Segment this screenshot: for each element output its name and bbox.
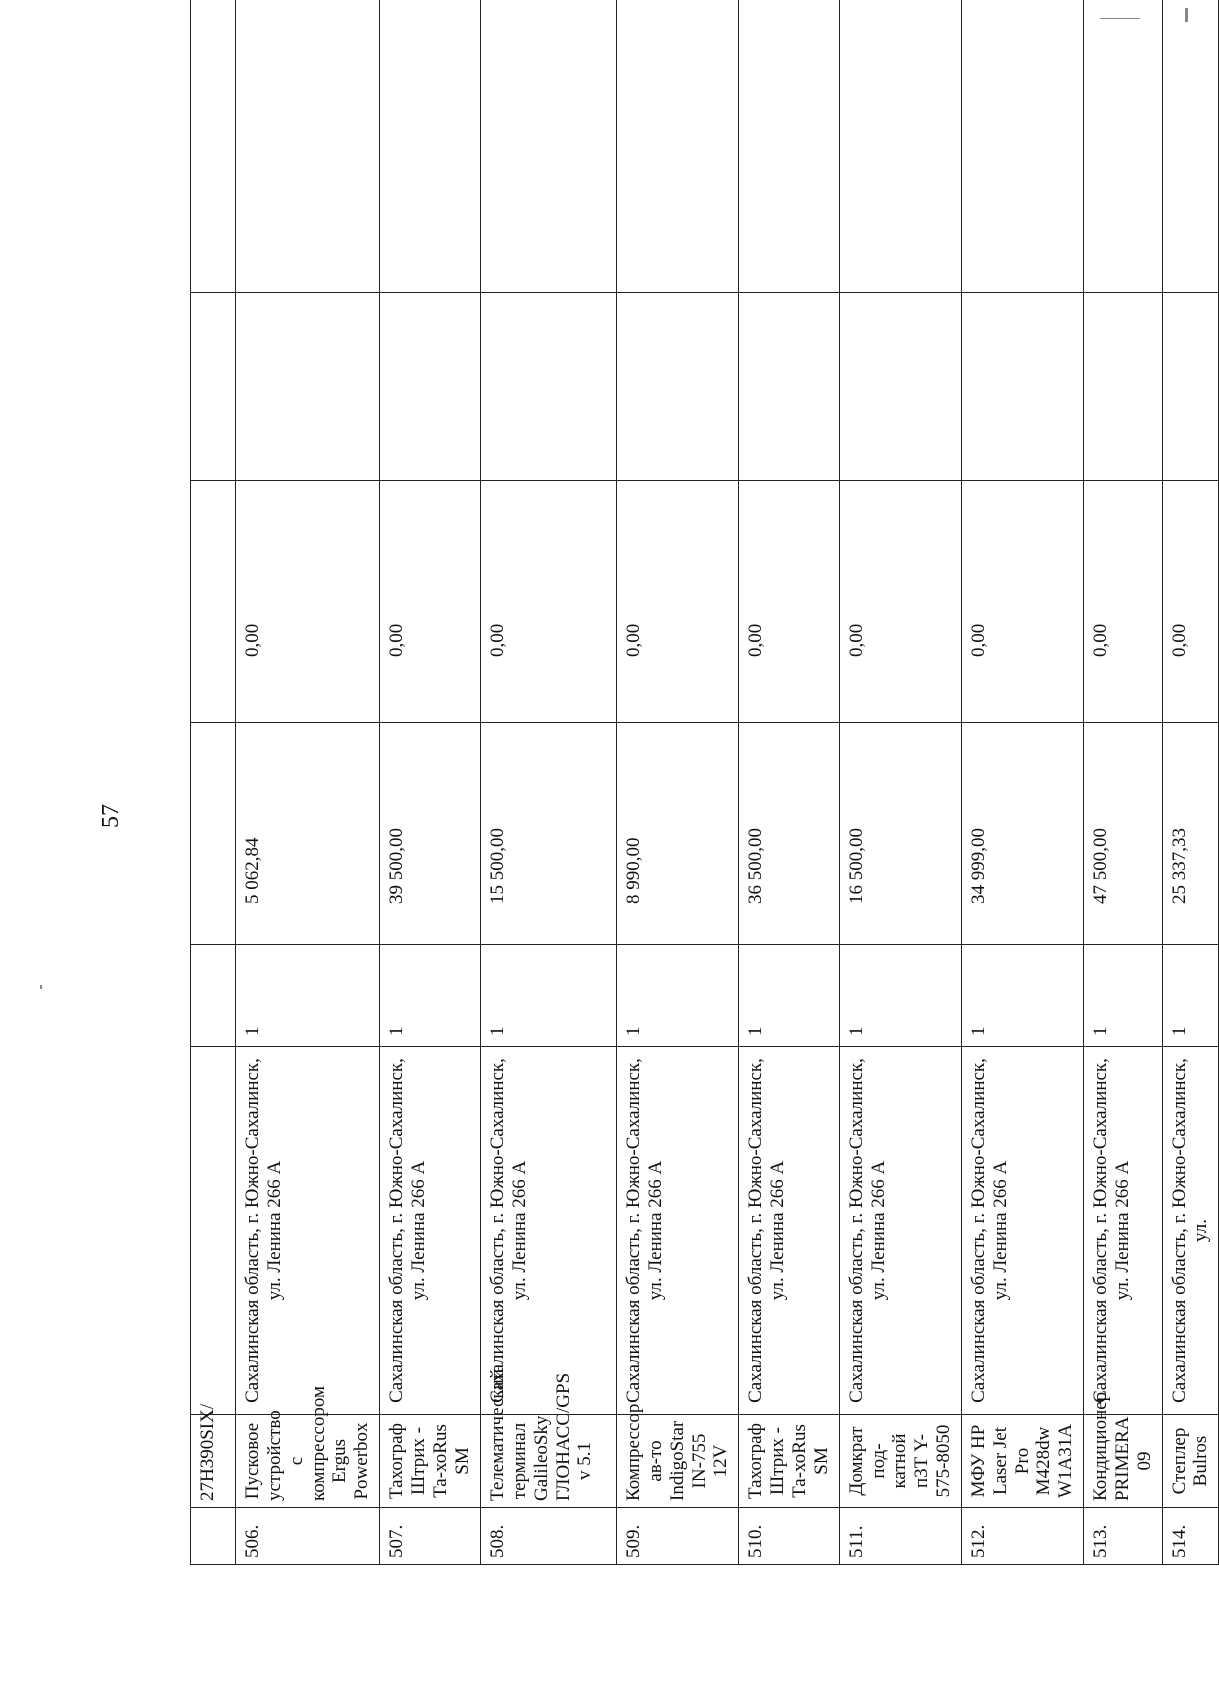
cell-qty bbox=[191, 945, 236, 1047]
cell-empty bbox=[1162, 0, 1219, 293]
cell-address: Сахалинская область, г. Южно-Сахалинск, ул. Ленина 266 А bbox=[961, 1047, 1083, 1415]
cell-num bbox=[191, 1508, 236, 1565]
cell-empty bbox=[236, 293, 380, 481]
cell-num: 508. bbox=[481, 1508, 617, 1565]
cell-empty bbox=[961, 0, 1083, 293]
page-number: 57 bbox=[98, 804, 124, 828]
cell-empty bbox=[1162, 293, 1219, 481]
cell-residual: 0,00 bbox=[961, 481, 1083, 723]
cell-num: 514. bbox=[1162, 1508, 1219, 1565]
cell-empty bbox=[481, 293, 617, 481]
cell-address: Сахалинская область, г. Южно-Сахалинск, ул. Ленина 266 А bbox=[839, 1047, 961, 1415]
cell-name: Кондиционер PRIMERA 09 bbox=[1084, 1415, 1163, 1508]
cell-qty: 1 bbox=[236, 945, 380, 1047]
cell-num: 507. bbox=[380, 1508, 481, 1565]
cell-empty bbox=[617, 0, 739, 293]
cell-name: Компрессор ав-то IndigoStar IN-755 12V bbox=[617, 1415, 739, 1508]
cell-cost: 25 337,33 bbox=[1162, 723, 1219, 945]
cell-empty bbox=[839, 0, 961, 293]
cell-address: Сахалинская область, г. Южно-Сахалинск, ул. bbox=[1162, 1047, 1219, 1415]
cell-empty bbox=[191, 293, 236, 481]
cell-name: Степлер Bulros bbox=[1162, 1415, 1219, 1508]
cell-empty bbox=[1084, 0, 1163, 293]
cell-empty bbox=[380, 0, 481, 293]
cell-residual: 0,00 bbox=[617, 481, 739, 723]
cell-num: 509. bbox=[617, 1508, 739, 1565]
table-row bbox=[191, 0, 236, 1565]
cell-qty: 1 bbox=[739, 945, 839, 1047]
cell-num: 506. bbox=[236, 1508, 380, 1565]
cell-num: 511. bbox=[839, 1508, 961, 1565]
cell-empty bbox=[236, 0, 380, 293]
cell-address: Сахалинская область, г. Южно-Сахалинск, ул. Ленина 266 А bbox=[236, 1047, 380, 1415]
table-row bbox=[739, 0, 839, 1565]
cell-name: Пусковое устройство с компрессором Ergus Powerbox bbox=[236, 1415, 380, 1508]
cell-empty bbox=[380, 293, 481, 481]
cell-residual: 0,00 bbox=[481, 481, 617, 723]
table-row bbox=[1162, 0, 1219, 1565]
table-row bbox=[236, 0, 380, 1565]
table-row bbox=[617, 0, 739, 1565]
cell-empty bbox=[739, 0, 839, 293]
table-row bbox=[961, 0, 1083, 1565]
cell-address: Сахалинская область, г. Южно-Сахалинск, ул. Ленина 266 А bbox=[739, 1047, 839, 1415]
table-row bbox=[839, 0, 961, 1565]
cell-name: Тахограф Штрих - Та-хоRus SM bbox=[739, 1415, 839, 1508]
cell-cost: 36 500,00 bbox=[739, 723, 839, 945]
cell-qty: 1 bbox=[839, 945, 961, 1047]
cell-cost: 8 990,00 bbox=[617, 723, 739, 945]
inventory-table bbox=[190, 0, 1219, 1565]
cell-residual: 0,00 bbox=[739, 481, 839, 723]
cell-empty bbox=[961, 293, 1083, 481]
cell-qty: 1 bbox=[1162, 945, 1219, 1047]
cell-cost: 5 062,84 bbox=[236, 723, 380, 945]
cell-num: 512. bbox=[961, 1508, 1083, 1565]
cell-residual: 0,00 bbox=[380, 481, 481, 723]
cell-cost: 47 500,00 bbox=[1084, 723, 1163, 945]
cell-name: 27H390SIX/ bbox=[191, 1415, 236, 1508]
cell-residual: 0,00 bbox=[839, 481, 961, 723]
cell-name: Телематический терминал GalileoSky ГЛОНАСС/GPS v 5.1 bbox=[481, 1415, 617, 1508]
cell-address: Сахалинская область, г. Южно-Сахалинск, ул. Ленина 266 А bbox=[481, 1047, 617, 1415]
cell-residual: 0,00 bbox=[236, 481, 380, 723]
cell-num: 513. bbox=[1084, 1508, 1163, 1565]
cell-num: 510. bbox=[739, 1508, 839, 1565]
table-row bbox=[1084, 0, 1163, 1565]
cell-name: Домкрат под-катной п3Т Y-575-8050 bbox=[839, 1415, 961, 1508]
cell-cost: 34 999,00 bbox=[961, 723, 1083, 945]
cell-address bbox=[191, 1047, 236, 1415]
cell-empty bbox=[191, 0, 236, 293]
cell-qty: 1 bbox=[961, 945, 1083, 1047]
cell-residual bbox=[191, 481, 236, 723]
cell-name: МФУ HP Laser Jet Pro M428dw W1A31A bbox=[961, 1415, 1083, 1508]
cell-address: Сахалинская область, г. Южно-Сахалинск, ул. Ленина 266 А bbox=[1084, 1047, 1163, 1415]
cell-empty bbox=[839, 293, 961, 481]
cell-qty: 1 bbox=[481, 945, 617, 1047]
cell-empty bbox=[481, 0, 617, 293]
cell-qty: 1 bbox=[1084, 945, 1163, 1047]
table-row bbox=[380, 0, 481, 1565]
table-row bbox=[481, 0, 617, 1565]
scan-speck bbox=[1185, 8, 1188, 22]
cell-cost: 16 500,00 bbox=[839, 723, 961, 945]
cell-cost: 15 500,00 bbox=[481, 723, 617, 945]
cell-empty bbox=[1084, 293, 1163, 481]
cell-empty bbox=[617, 293, 739, 481]
cell-qty: 1 bbox=[380, 945, 481, 1047]
cell-empty bbox=[739, 293, 839, 481]
cell-name: Тахограф Штрих - Та-хоRus SM bbox=[380, 1415, 481, 1508]
cell-cost: 39 500,00 bbox=[380, 723, 481, 945]
cell-residual: 0,00 bbox=[1162, 481, 1219, 723]
cell-residual: 0,00 bbox=[1084, 481, 1163, 723]
cell-cost bbox=[191, 723, 236, 945]
inventory-table-rotated bbox=[190, 50, 1212, 1565]
cell-address: Сахалинская область, г. Южно-Сахалинск, ул. Ленина 266 А bbox=[380, 1047, 481, 1415]
scan-speck bbox=[1100, 18, 1140, 19]
cell-address: Сахалинская область, г. Южно-Сахалинск, ул. Ленина 266 А bbox=[617, 1047, 739, 1415]
scan-speck bbox=[40, 985, 42, 989]
cell-qty: 1 bbox=[617, 945, 739, 1047]
